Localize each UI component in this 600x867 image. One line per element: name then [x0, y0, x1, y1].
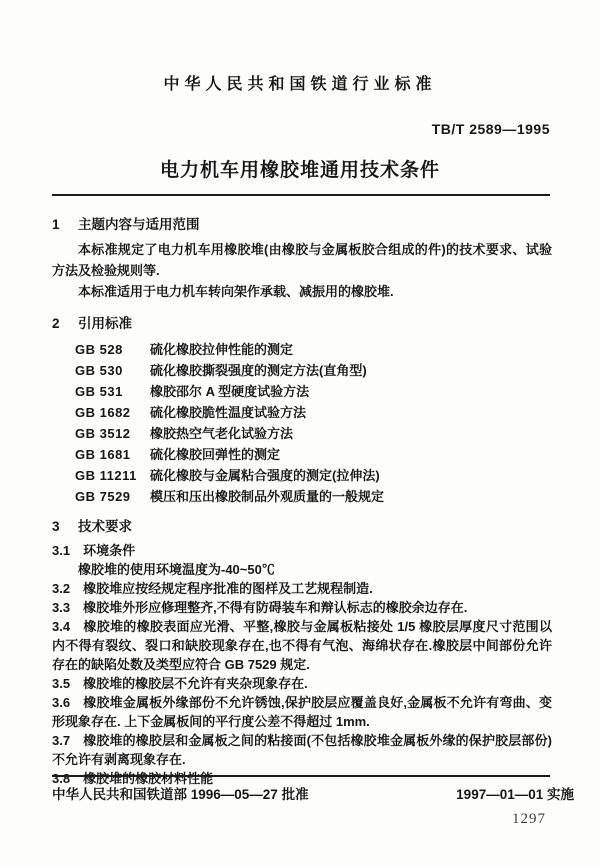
clause-text: 橡胶堆外形应修理整齐,不得有防碍装车和辩认标志的橡胶余边存在. — [83, 599, 468, 615]
reference-title: 硫化橡胶回弹性的测定 — [150, 447, 281, 462]
reference-code: GB 1682 — [75, 405, 131, 420]
section-number: 3 — [52, 519, 60, 534]
reference-code: GB 531 — [75, 384, 123, 399]
footer-divider — [52, 775, 550, 777]
section-scope-heading — [52, 218, 552, 232]
section-heading-text: 技术要求 — [78, 519, 132, 534]
clause-subheading: 环境条件 — [83, 542, 136, 558]
clause-number: 3.3 — [52, 599, 71, 615]
clause-text: 橡胶堆应按经规定程序批准的图样及工艺规程制造. — [83, 580, 373, 596]
reference-title: 橡胶热空气老化试验方法 — [150, 426, 294, 441]
reference-title: 硫化橡胶拉伸性能的测定 — [150, 342, 294, 357]
reference-title: 硫化橡胶与金属粘合强度的测定(拉伸法) — [150, 468, 380, 483]
title-divider — [52, 194, 550, 196]
clause-text: 橡胶堆的橡胶层和金属板之间的粘接面(不包括橡胶堆金属板外缘的保护胶层部份)不允许有剥离现象存在. — [52, 732, 552, 767]
clause-number: 3.1 — [52, 542, 71, 558]
reference-code: GB 11211 — [75, 468, 137, 483]
clause-text: 橡胶堆的橡胶材料性能 — [83, 770, 214, 786]
document-body — [52, 218, 552, 788]
clause-3-3 — [52, 598, 552, 617]
section-heading-text: 主题内容与适用范围 — [78, 217, 200, 232]
scope-paragraph-1: 本标准规定了电力机车用橡胶堆(由橡胶与金属板胶合组成的件)的技术要求、试验方法及检验规则等. — [52, 241, 552, 278]
reference-item — [75, 423, 552, 444]
clause-text: 橡胶堆的橡胶表面应光滑、平整,橡胶与金属板粘接处 1/5 橡胶层厚度尺寸范围以内不得有裂纹、裂口和缺胶现象存在,也不得有气泡、海绵状存在.橡胶层中间部份允许存在的缺陷处数及类型应符合 GB 7529 规定. — [52, 618, 552, 672]
reference-title: 硫化橡胶脆性温度试验方法 — [150, 405, 307, 420]
clause-3-1 — [52, 541, 552, 560]
clause-3-5 — [52, 674, 552, 693]
clause-3-2 — [52, 579, 552, 598]
clause-3-8 — [52, 769, 552, 788]
section-scope — [52, 218, 552, 302]
clause-number: 3.6 — [52, 694, 71, 710]
reference-item — [75, 465, 552, 486]
document-title: 电力机车用橡胶堆通用技术条件 — [159, 160, 440, 181]
page-number: 1297 — [512, 811, 546, 827]
clause-number: 3.7 — [52, 732, 71, 748]
clause-text: 橡胶堆的橡胶层不允许有夹杂现象存在. — [83, 675, 308, 691]
standard-type-header: 中华人民共和国铁道行业标准 — [163, 76, 437, 93]
environment-note: 橡胶堆的使用环境温度为-40~50℃ — [78, 561, 275, 577]
approval-note: 中华人民共和国铁道部 1996—05—27 批准 — [52, 787, 309, 802]
implementation-note: 1997—01—01 实施 — [456, 787, 574, 802]
section-references-heading — [52, 317, 552, 331]
clause-3-7 — [52, 731, 552, 769]
reference-item — [75, 339, 552, 360]
reference-item — [75, 444, 552, 465]
clause-3-4 — [52, 617, 552, 674]
reference-list — [75, 339, 552, 507]
clause-number: 3.2 — [52, 580, 71, 596]
reference-code: GB 530 — [75, 363, 123, 378]
reference-item — [75, 360, 552, 381]
clause-text: 橡胶堆金属板外缘部份不允许锈蚀,保护胶层应覆盖良好,金属板不允许有弯曲、变形现象存在. 上下金属板间的平行度公差不得超过 1mm. — [52, 694, 552, 729]
section-requirements — [52, 520, 552, 788]
clause-list — [52, 541, 552, 788]
standard-number: TB/T 2589—1995 — [431, 121, 550, 137]
reference-title: 模压和压出橡胶制品外观质量的一般规定 — [150, 489, 385, 504]
section-requirements-heading — [52, 520, 552, 534]
reference-item — [75, 402, 552, 423]
scope-paragraph-2: 本标准适用于电力机车转向架作承载、减振用的橡胶堆. — [78, 283, 394, 299]
reference-item — [75, 381, 552, 402]
reference-title: 硫化橡胶撕裂强度的测定方法(直角型) — [150, 363, 367, 378]
section-heading-text: 引用标准 — [78, 315, 132, 331]
reference-item — [75, 486, 552, 507]
reference-code: GB 3512 — [75, 426, 131, 441]
clause-number: 3.4 — [52, 618, 71, 634]
reference-title: 橡胶邵尔 A 型硬度试验方法 — [150, 384, 310, 399]
reference-code: GB 1681 — [75, 447, 131, 462]
section-number: 2 — [52, 315, 60, 331]
reference-code: GB 528 — [75, 342, 123, 357]
clause-3-6 — [52, 693, 552, 731]
reference-code: GB 7529 — [75, 489, 131, 504]
footer — [52, 788, 574, 802]
section-number: 1 — [52, 217, 60, 232]
clause-number: 3.5 — [52, 675, 71, 691]
section-references — [52, 317, 552, 508]
clause-number: 3.8 — [52, 770, 71, 786]
